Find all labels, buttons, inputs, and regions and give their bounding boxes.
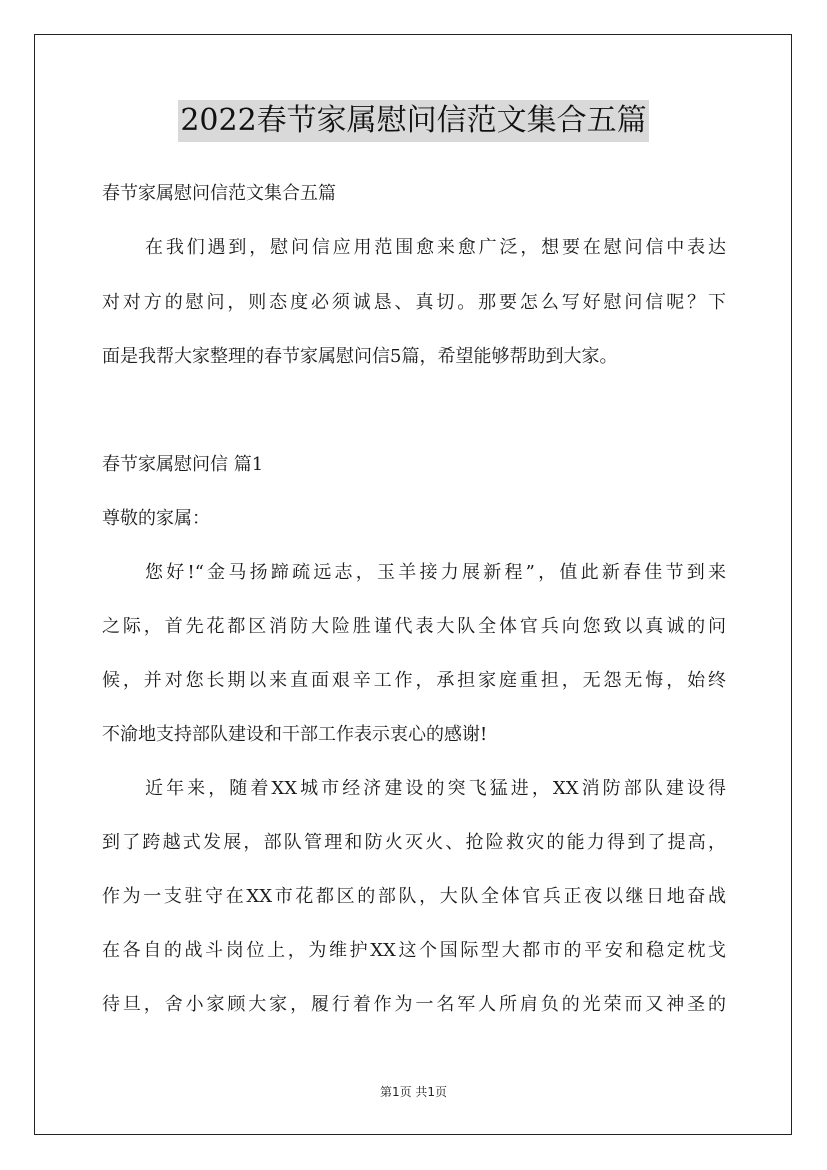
intro-line-3: 面是我帮大家整理的春节家属慰问信5篇，希望能够帮助到大家。: [102, 346, 618, 367]
intro-line-1: 在我们遇到，慰问信应用范围愈来愈广泛，想要在慰问信中表达: [145, 237, 726, 258]
subtitle: 春节家属慰问信范文集合五篇: [102, 183, 336, 204]
body-line-7: 作为一支驻守在XX市花都区的部队，大队全体官兵正夜以继日地奋战: [102, 886, 726, 907]
section-heading: 春节家属慰问信 篇1: [102, 454, 264, 475]
body-line-6: 到了跨越式发展，部队管理和防火灭火、抢险救灾的能力得到了提高，: [102, 832, 726, 853]
body-line-1: 您好!“金马扬蹄疏远志，玉羊接力展新程”，值此新春佳节到来: [145, 562, 726, 583]
body-line-4: 不渝地支持部队建设和干部工作表示衷心的感谢!: [102, 724, 488, 745]
intro-line-2: 对对方的慰问，则态度必须诚恳、真切。那要怎么写好慰问信呢？下: [102, 292, 726, 313]
body-line-8: 在各自的战斗岗位上，为维护XX这个国际型大都市的平安和稳定枕戈: [102, 940, 726, 961]
salutation: 尊敬的家属：: [102, 508, 210, 529]
title-container: [0, 100, 827, 142]
body-line-9: 待旦，舍小家顾大家，履行着作为一名军人所肩负的光荣而又神圣的: [102, 994, 726, 1015]
body-line-3: 候，并对您长期以来直面艰辛工作，承担家庭重担，无怨无悔，始终: [102, 670, 726, 691]
document-title: 2022春节家属慰问信范文集合五篇: [178, 100, 648, 142]
page-footer: 第1页 共1页: [379, 1085, 448, 1099]
body-line-5: 近年来，随着XX城市经济建设的突飞猛进，XX消防部队建设得: [145, 778, 726, 799]
body-line-2: 之际，首先花都区消防大险胜谨代表大队全体官兵向您致以真诚的问: [102, 616, 726, 637]
